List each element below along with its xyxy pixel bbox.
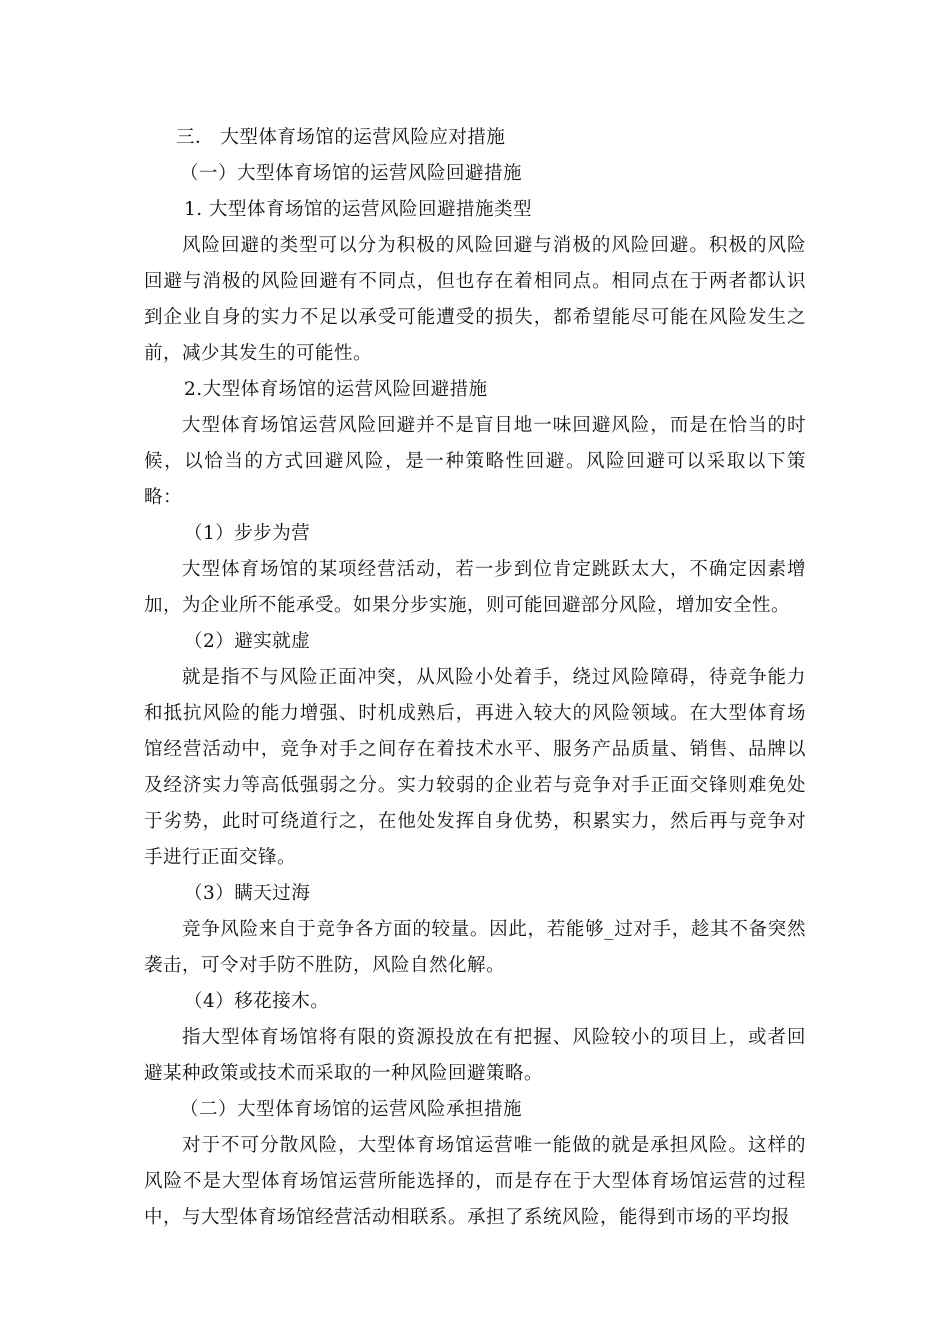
section-heading-avoidance: （一）大型体育场馆的运营风险回避措施: [180, 163, 523, 184]
section-heading-bearing: （二）大型体育场馆的运营风险承担措施: [180, 1099, 523, 1120]
paragraph-risk-bearing: 对于不可分散风险，大型体育场馆运营唯一能做的就是承担风险。这样的风险不是大型体育场馆运营所能选择的，而是存在于大型体育场馆运营的过程中，与大型体育场馆经营活动相联系。承担了系统风险，能得到市场的平均报: [144, 1135, 806, 1228]
paragraph-item-3: 竞争风险来自于竞争各方面的较量。因此，若能够_过对手，趁其不备突然袭击，可令对手防不胜防，风险自然化解。: [144, 919, 806, 976]
document-body: [144, 120, 806, 1236]
subsection-heading-types: 1. 大型体育场馆的运营风险回避措施类型: [184, 199, 533, 220]
paragraph-item-2: 就是指不与风险正面冲突，从风险小处着手，绕过风险障碍，待竞争能力和抵抗风险的能力增强、时机成熟后，再进入较大的风险领域。在大型体育场馆经营活动中，竞争对手之间存在着技术水平、服务产品质量、销售、品牌以及经济实力等高低强弱之分。实力较弱的企业若与竞争对手正面交锋则难免处于劣势，此时可绕道行之，在他处发挥自身优势，积累实力，然后再与竞争对手进行正面交锋。: [144, 667, 806, 868]
paragraph-item-1: 大型体育场馆的某项经营活动，若一步到位肯定跳跃太大，不确定因素增加，为企业所不能承受。如果分步实施，则可能回避部分风险，增加安全性。: [144, 559, 806, 616]
item-heading-4: （4）移花接木。: [184, 991, 330, 1012]
paragraph-avoidance-strategy: 大型体育场馆运营风险回避并不是盲目地一味回避风险，而是在恰当的时候，以恰当的方式回避风险，是一种策略性回避。风险回避可以采取以下策略：: [144, 415, 806, 508]
item-heading-1: （1）步步为营: [184, 523, 311, 544]
paragraph-item-4: 指大型体育场馆将有限的资源投放在有把握、风险较小的项目上，或者回避某种政策或技术而采取的一种风险回避策略。: [144, 1027, 806, 1084]
item-heading-2: （2）避实就虚: [184, 631, 311, 652]
item-heading-3: （3）瞒天过海: [184, 883, 311, 904]
paragraph-avoidance-types: 风险回避的类型可以分为积极的风险回避与消极的风险回避。积极的风险回避与消极的风险回避有不同点，但也存在着相同点。相同点在于两者都认识到企业自身的实力不足以承受可能遭受的损失，都希望能尽可能在风险发生之前，减少其发生的可能性。: [144, 235, 806, 364]
chapter-heading: 三． 大型体育场馆的运营风险应对措施: [176, 127, 506, 148]
subsection-heading-measures: 2.大型体育场馆的运营风险回避措施: [184, 379, 488, 400]
